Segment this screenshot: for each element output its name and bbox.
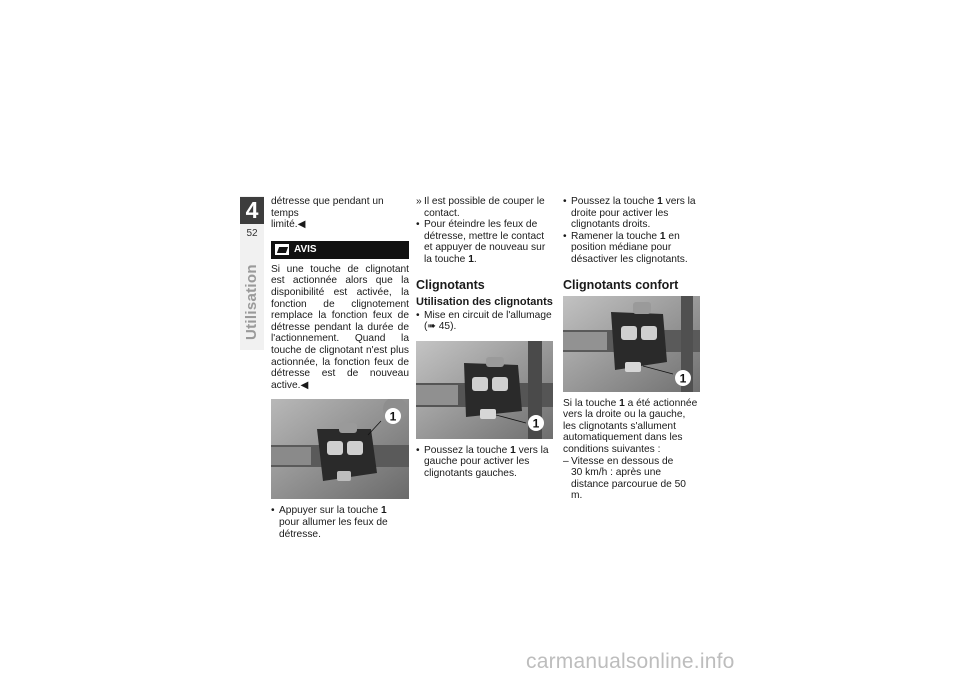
result-item: » Il est possible de couper le contact. — [416, 196, 545, 219]
handlebar-photo-left — [416, 341, 553, 439]
list-item: • Pour éteindre les feux de détresse, mettre le contact et appuyer de nouveau sur la touche 1. — [416, 219, 546, 265]
section-label: Utilisation — [243, 264, 260, 340]
list-item: • Appuyer sur la touche 1 pour allumer les feux de détresse. — [271, 505, 388, 540]
notice-icon — [275, 244, 289, 255]
list-item: • Poussez la touche 1 vers la gauche pour activer les clignotants gauches. — [416, 444, 549, 479]
chapter-number: 4 — [240, 197, 264, 224]
notice-text: Si une touche de clignotant est actionnée alors que la disponibilité est activée, la fonction de clignotement remplace la fonction feux de détresse pendant la durée de l'actionnement. Quand la touche de clignotant n'est plus actionnée, la fonction feux de détresse est de nouveau active.◀ — [271, 263, 409, 391]
intro-text: détresse que pendant un temps limité.◀ — [271, 196, 384, 231]
end-mark-icon: ◀ — [300, 379, 309, 391]
list-item: • Poussez la touche 1 vers la droite pour activer les clignotants droits. — [563, 196, 696, 231]
section-heading: Clignotants — [416, 277, 485, 292]
callout-label: 1 — [679, 371, 687, 386]
section-heading: Clignotants confort — [563, 277, 679, 292]
handlebar-photo-hazard — [271, 399, 409, 499]
subheading: Utilisation des clignotants — [416, 295, 553, 308]
handlebar-photo-comfort — [563, 296, 700, 392]
column-2 — [416, 196, 553, 480]
callout-label: 1 — [389, 409, 397, 424]
list-item: • Ramener la touche 1 en position médiane pour désactiver les clignotants. — [563, 230, 688, 265]
column-1 — [271, 196, 409, 540]
notice-label: AVIS — [294, 243, 317, 255]
dash-item: – Vitesse en dessous de 30 km/h : après une distance parcourue de 50 m. — [563, 455, 686, 502]
column-3 — [563, 196, 700, 502]
page-number: 52 — [246, 228, 258, 239]
list-item: • Mise en circuit de l'allumage (➠ 45). — [416, 309, 552, 333]
end-mark-icon: ◀ — [297, 219, 306, 231]
notice-banner — [271, 241, 409, 259]
comfort-paragraph: Si la touche 1 a été actionnée vers la droite ou la gauche, les clignotants s'allument automatiquement dans les conditions suivantes : — [563, 397, 698, 455]
callout-label: 1 — [532, 416, 540, 431]
watermark: carmanualsonline.info — [526, 650, 735, 673]
